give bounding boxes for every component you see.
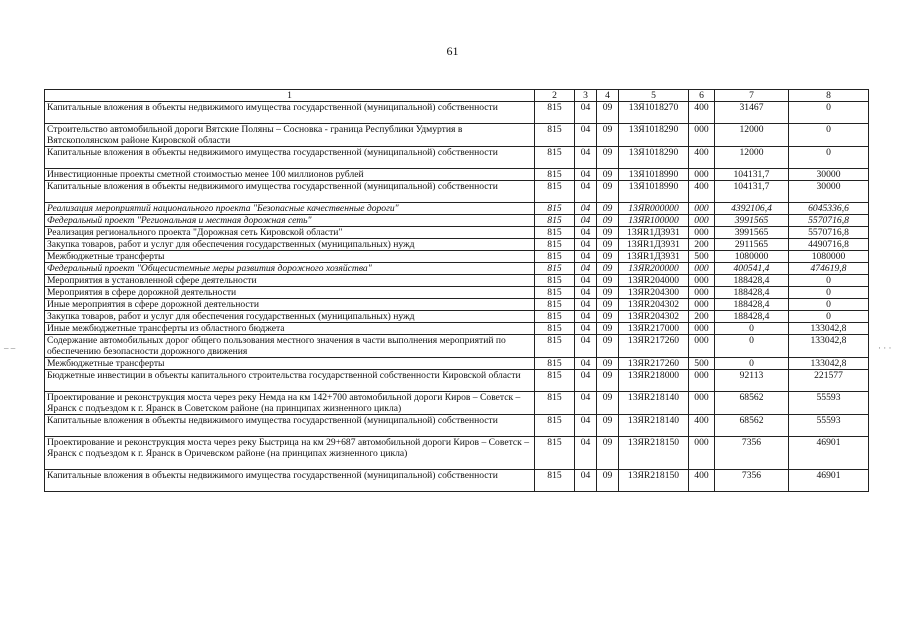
- row-expense-type-cell: 000: [689, 299, 715, 311]
- row-expense-type-cell: 500: [689, 251, 715, 263]
- row-section-cell: 04: [575, 147, 597, 169]
- row-code-cell: 815: [535, 181, 575, 203]
- row-code-cell: 815: [535, 215, 575, 227]
- row-code-cell: 815: [535, 323, 575, 335]
- column-header: 5: [619, 90, 689, 102]
- row-amount-cell: 188428,4: [715, 275, 789, 287]
- row-amount-cell: 104131,7: [715, 169, 789, 181]
- row-target-item-cell: 13Я1018270: [619, 102, 689, 124]
- row-code-cell: 815: [535, 437, 575, 470]
- row-expense-type-cell: 500: [689, 358, 715, 370]
- row-name-cell: Закупка товаров, работ и услуг для обеспечения государственных (муниципальных) нужд: [45, 239, 535, 251]
- row-expense-type-cell: 400: [689, 102, 715, 124]
- row-subsection-cell: 09: [597, 203, 619, 215]
- row-code-cell: 815: [535, 275, 575, 287]
- row-section-cell: 04: [575, 239, 597, 251]
- row-amount-cell: 46901: [789, 470, 869, 492]
- column-header: 7: [715, 90, 789, 102]
- row-amount-cell: 55593: [789, 392, 869, 415]
- row-name-cell: Иные мероприятия в сфере дорожной деятельности: [45, 299, 535, 311]
- row-amount-cell: 12000: [715, 147, 789, 169]
- row-code-cell: 815: [535, 311, 575, 323]
- row-expense-type-cell: 000: [689, 287, 715, 299]
- row-name-cell: Капитальные вложения в объекты недвижимого имущества государственной (муниципальной) собственности: [45, 147, 535, 169]
- budget-table: [44, 89, 869, 492]
- row-target-item-cell: 13ЯR200000: [619, 263, 689, 275]
- row-expense-type-cell: 000: [689, 203, 715, 215]
- row-subsection-cell: 09: [597, 323, 619, 335]
- table-row: [45, 251, 869, 263]
- row-code-cell: 815: [535, 124, 575, 147]
- row-amount-cell: 3991565: [715, 215, 789, 227]
- row-expense-type-cell: 200: [689, 239, 715, 251]
- row-name-cell: Мероприятия в сфере дорожной деятельности: [45, 287, 535, 299]
- row-subsection-cell: 09: [597, 299, 619, 311]
- row-section-cell: 04: [575, 124, 597, 147]
- row-amount-cell: 30000: [789, 181, 869, 203]
- row-section-cell: 04: [575, 102, 597, 124]
- row-name-cell: Федеральный проект "Региональная и местная дорожная сеть": [45, 215, 535, 227]
- row-amount-cell: 1080000: [715, 251, 789, 263]
- row-expense-type-cell: 000: [689, 124, 715, 147]
- table-row: [45, 335, 869, 358]
- row-amount-cell: 68562: [715, 415, 789, 437]
- row-amount-cell: 188428,4: [715, 287, 789, 299]
- row-subsection-cell: 09: [597, 251, 619, 263]
- row-amount-cell: 133042,8: [789, 323, 869, 335]
- row-section-cell: 04: [575, 227, 597, 239]
- row-name-cell: Проектирование и реконструкция моста через реку Быстрица на км 29+687 автомобильной дороги Киров – Советск – Яранск с подъездом к г. Яранск в Оричевском районе (на принципах жизненного цикла): [45, 437, 535, 470]
- row-target-item-cell: 13ЯR218150: [619, 437, 689, 470]
- table-row: [45, 370, 869, 392]
- row-target-item-cell: 13ЯR204000: [619, 275, 689, 287]
- row-amount-cell: 5570716,8: [789, 215, 869, 227]
- row-expense-type-cell: 400: [689, 415, 715, 437]
- row-subsection-cell: 09: [597, 263, 619, 275]
- row-section-cell: 04: [575, 181, 597, 203]
- row-expense-type-cell: 400: [689, 181, 715, 203]
- row-target-item-cell: 13ЯR1Д3931: [619, 251, 689, 263]
- row-name-cell: Капитальные вложения в объекты недвижимого имущества государственной (муниципальной) собственности: [45, 415, 535, 437]
- row-amount-cell: 133042,8: [789, 335, 869, 358]
- row-target-item-cell: 13ЯR1Д3931: [619, 227, 689, 239]
- column-header: 6: [689, 90, 715, 102]
- column-header: 3: [575, 90, 597, 102]
- table-row: [45, 299, 869, 311]
- row-amount-cell: 2911565: [715, 239, 789, 251]
- row-target-item-cell: 13ЯR218140: [619, 415, 689, 437]
- row-target-item-cell: 13ЯR000000: [619, 203, 689, 215]
- row-amount-cell: 5570716,8: [789, 227, 869, 239]
- row-amount-cell: 0: [715, 358, 789, 370]
- table-row: [45, 181, 869, 203]
- table-row: [45, 203, 869, 215]
- table-row: [45, 215, 869, 227]
- row-amount-cell: 188428,4: [715, 311, 789, 323]
- table-row: [45, 169, 869, 181]
- row-name-cell: Капитальные вложения в объекты недвижимого имущества государственной (муниципальной) собственности: [45, 181, 535, 203]
- margin-mark-right: · · ·: [878, 343, 892, 353]
- table-row: [45, 470, 869, 492]
- row-expense-type-cell: 000: [689, 227, 715, 239]
- row-amount-cell: 133042,8: [789, 358, 869, 370]
- row-amount-cell: 400541,4: [715, 263, 789, 275]
- row-code-cell: 815: [535, 263, 575, 275]
- row-amount-cell: 104131,7: [715, 181, 789, 203]
- row-amount-cell: 0: [789, 287, 869, 299]
- row-code-cell: 815: [535, 203, 575, 215]
- row-code-cell: 815: [535, 239, 575, 251]
- row-amount-cell: 3991565: [715, 227, 789, 239]
- table-row: [45, 275, 869, 287]
- row-subsection-cell: 09: [597, 335, 619, 358]
- row-name-cell: Реализация мероприятий национального проекта "Безопасные качественные дороги": [45, 203, 535, 215]
- row-amount-cell: 7356: [715, 437, 789, 470]
- row-amount-cell: 55593: [789, 415, 869, 437]
- row-target-item-cell: 13ЯR218150: [619, 470, 689, 492]
- row-target-item-cell: 13ЯR217000: [619, 323, 689, 335]
- table-row: [45, 102, 869, 124]
- row-expense-type-cell: 000: [689, 275, 715, 287]
- table-header-row: [45, 90, 869, 102]
- row-expense-type-cell: 000: [689, 370, 715, 392]
- table-row: [45, 415, 869, 437]
- table-row: [45, 239, 869, 251]
- row-subsection-cell: 09: [597, 470, 619, 492]
- row-target-item-cell: 13Я1018290: [619, 124, 689, 147]
- row-code-cell: 815: [535, 147, 575, 169]
- row-expense-type-cell: 000: [689, 392, 715, 415]
- row-expense-type-cell: 400: [689, 470, 715, 492]
- row-name-cell: Инвестиционные проекты сметной стоимостью менее 100 миллионов рублей: [45, 169, 535, 181]
- row-section-cell: 04: [575, 323, 597, 335]
- row-name-cell: Иные межбюджетные трансферты из областного бюджета: [45, 323, 535, 335]
- margin-mark-left: – –: [4, 343, 16, 353]
- row-amount-cell: 7356: [715, 470, 789, 492]
- row-subsection-cell: 09: [597, 392, 619, 415]
- row-amount-cell: 12000: [715, 124, 789, 147]
- row-code-cell: 815: [535, 102, 575, 124]
- row-target-item-cell: 13Я1018990: [619, 169, 689, 181]
- row-amount-cell: 188428,4: [715, 299, 789, 311]
- row-subsection-cell: 09: [597, 147, 619, 169]
- row-name-cell: Строительство автомобильной дороги Вятские Поляны – Сосновка - граница Республики Удмуртия в Вятскополянском районе Кировской области: [45, 124, 535, 147]
- row-subsection-cell: 09: [597, 124, 619, 147]
- row-code-cell: 815: [535, 415, 575, 437]
- row-code-cell: 815: [535, 287, 575, 299]
- row-amount-cell: 6045336,6: [789, 203, 869, 215]
- row-name-cell: Проектирование и реконструкция моста через реку Немда на км 142+700 автомобильной дороги Киров – Советск – Яранск с подъездом к г. Яранск в Советском районе (на принципах жизненного цикла): [45, 392, 535, 415]
- row-name-cell: Закупка товаров, работ и услуг для обеспечения государственных (муниципальных) нужд: [45, 311, 535, 323]
- row-amount-cell: 1080000: [789, 251, 869, 263]
- row-amount-cell: 31467: [715, 102, 789, 124]
- column-header: 4: [597, 90, 619, 102]
- row-amount-cell: 0: [789, 102, 869, 124]
- column-header: 8: [789, 90, 869, 102]
- table-row: [45, 287, 869, 299]
- row-amount-cell: 0: [789, 275, 869, 287]
- row-expense-type-cell: 000: [689, 169, 715, 181]
- row-amount-cell: 0: [789, 299, 869, 311]
- row-amount-cell: 46901: [789, 437, 869, 470]
- table-row: [45, 358, 869, 370]
- row-code-cell: 815: [535, 370, 575, 392]
- column-header: 2: [535, 90, 575, 102]
- row-section-cell: 04: [575, 335, 597, 358]
- row-section-cell: 04: [575, 437, 597, 470]
- row-target-item-cell: 13ЯR100000: [619, 215, 689, 227]
- row-amount-cell: 4392106,4: [715, 203, 789, 215]
- row-expense-type-cell: 000: [689, 215, 715, 227]
- row-subsection-cell: 09: [597, 370, 619, 392]
- row-expense-type-cell: 000: [689, 263, 715, 275]
- row-section-cell: 04: [575, 275, 597, 287]
- row-name-cell: Федеральный проект "Общесистемные меры развития дорожного хозяйства": [45, 263, 535, 275]
- row-section-cell: 04: [575, 370, 597, 392]
- row-subsection-cell: 09: [597, 415, 619, 437]
- row-section-cell: 04: [575, 203, 597, 215]
- table-row: [45, 323, 869, 335]
- row-code-cell: 815: [535, 299, 575, 311]
- row-subsection-cell: 09: [597, 215, 619, 227]
- row-subsection-cell: 09: [597, 239, 619, 251]
- table-row: [45, 263, 869, 275]
- row-section-cell: 04: [575, 415, 597, 437]
- row-subsection-cell: 09: [597, 311, 619, 323]
- row-subsection-cell: 09: [597, 287, 619, 299]
- row-section-cell: 04: [575, 358, 597, 370]
- row-target-item-cell: 13ЯR204300: [619, 287, 689, 299]
- row-code-cell: 815: [535, 335, 575, 358]
- row-expense-type-cell: 000: [689, 437, 715, 470]
- table-row: [45, 147, 869, 169]
- row-name-cell: Капитальные вложения в объекты недвижимого имущества государственной (муниципальной) собственности: [45, 470, 535, 492]
- row-subsection-cell: 09: [597, 169, 619, 181]
- row-subsection-cell: 09: [597, 102, 619, 124]
- row-section-cell: 04: [575, 215, 597, 227]
- row-section-cell: 04: [575, 311, 597, 323]
- row-code-cell: 815: [535, 358, 575, 370]
- row-expense-type-cell: 400: [689, 147, 715, 169]
- page-number: 61: [446, 44, 459, 58]
- row-code-cell: 815: [535, 392, 575, 415]
- row-name-cell: Межбюджетные трансферты: [45, 251, 535, 263]
- row-amount-cell: 474619,8: [789, 263, 869, 275]
- row-amount-cell: 30000: [789, 169, 869, 181]
- row-target-item-cell: 13ЯR1Д3931: [619, 239, 689, 251]
- row-amount-cell: 92113: [715, 370, 789, 392]
- row-section-cell: 04: [575, 287, 597, 299]
- row-name-cell: Реализация регионального проекта "Дорожная сеть Кировской области": [45, 227, 535, 239]
- table-body: [45, 102, 869, 492]
- row-name-cell: Капитальные вложения в объекты недвижимого имущества государственной (муниципальной) собственности: [45, 102, 535, 124]
- row-code-cell: 815: [535, 251, 575, 263]
- table-row: [45, 437, 869, 470]
- row-section-cell: 04: [575, 299, 597, 311]
- row-section-cell: 04: [575, 470, 597, 492]
- row-target-item-cell: 13Я1018290: [619, 147, 689, 169]
- row-name-cell: Бюджетные инвестиции в объекты капитального строительства государственной собственности Кировской области: [45, 370, 535, 392]
- row-amount-cell: 68562: [715, 392, 789, 415]
- row-target-item-cell: 13Я1018990: [619, 181, 689, 203]
- row-amount-cell: 0: [789, 147, 869, 169]
- table-row: [45, 227, 869, 239]
- row-subsection-cell: 09: [597, 437, 619, 470]
- row-subsection-cell: 09: [597, 227, 619, 239]
- row-name-cell: Межбюджетные трансферты: [45, 358, 535, 370]
- row-amount-cell: 0: [715, 335, 789, 358]
- column-header: 1: [45, 90, 535, 102]
- row-subsection-cell: 09: [597, 181, 619, 203]
- row-code-cell: 815: [535, 227, 575, 239]
- row-amount-cell: 4490716,8: [789, 239, 869, 251]
- row-target-item-cell: 13ЯR204302: [619, 299, 689, 311]
- row-expense-type-cell: 000: [689, 323, 715, 335]
- table-row: [45, 392, 869, 415]
- row-section-cell: 04: [575, 392, 597, 415]
- row-section-cell: 04: [575, 251, 597, 263]
- row-target-item-cell: 13ЯR217260: [619, 335, 689, 358]
- row-target-item-cell: 13ЯR217260: [619, 358, 689, 370]
- row-section-cell: 04: [575, 169, 597, 181]
- row-target-item-cell: 13ЯR218000: [619, 370, 689, 392]
- row-code-cell: 815: [535, 470, 575, 492]
- row-target-item-cell: 13ЯR204302: [619, 311, 689, 323]
- row-amount-cell: 0: [789, 124, 869, 147]
- row-code-cell: 815: [535, 169, 575, 181]
- row-expense-type-cell: 200: [689, 311, 715, 323]
- row-subsection-cell: 09: [597, 358, 619, 370]
- table-row: [45, 311, 869, 323]
- row-expense-type-cell: 000: [689, 335, 715, 358]
- row-amount-cell: 0: [715, 323, 789, 335]
- row-subsection-cell: 09: [597, 275, 619, 287]
- row-amount-cell: 0: [789, 311, 869, 323]
- row-amount-cell: 221577: [789, 370, 869, 392]
- row-name-cell: Мероприятия в установленной сфере деятельности: [45, 275, 535, 287]
- row-name-cell: Содержание автомобильных дорог общего пользования местного значения в части выполнения мероприятий по обеспечению безопасности дорожного движения: [45, 335, 535, 358]
- row-section-cell: 04: [575, 263, 597, 275]
- row-target-item-cell: 13ЯR218140: [619, 392, 689, 415]
- table-row: [45, 124, 869, 147]
